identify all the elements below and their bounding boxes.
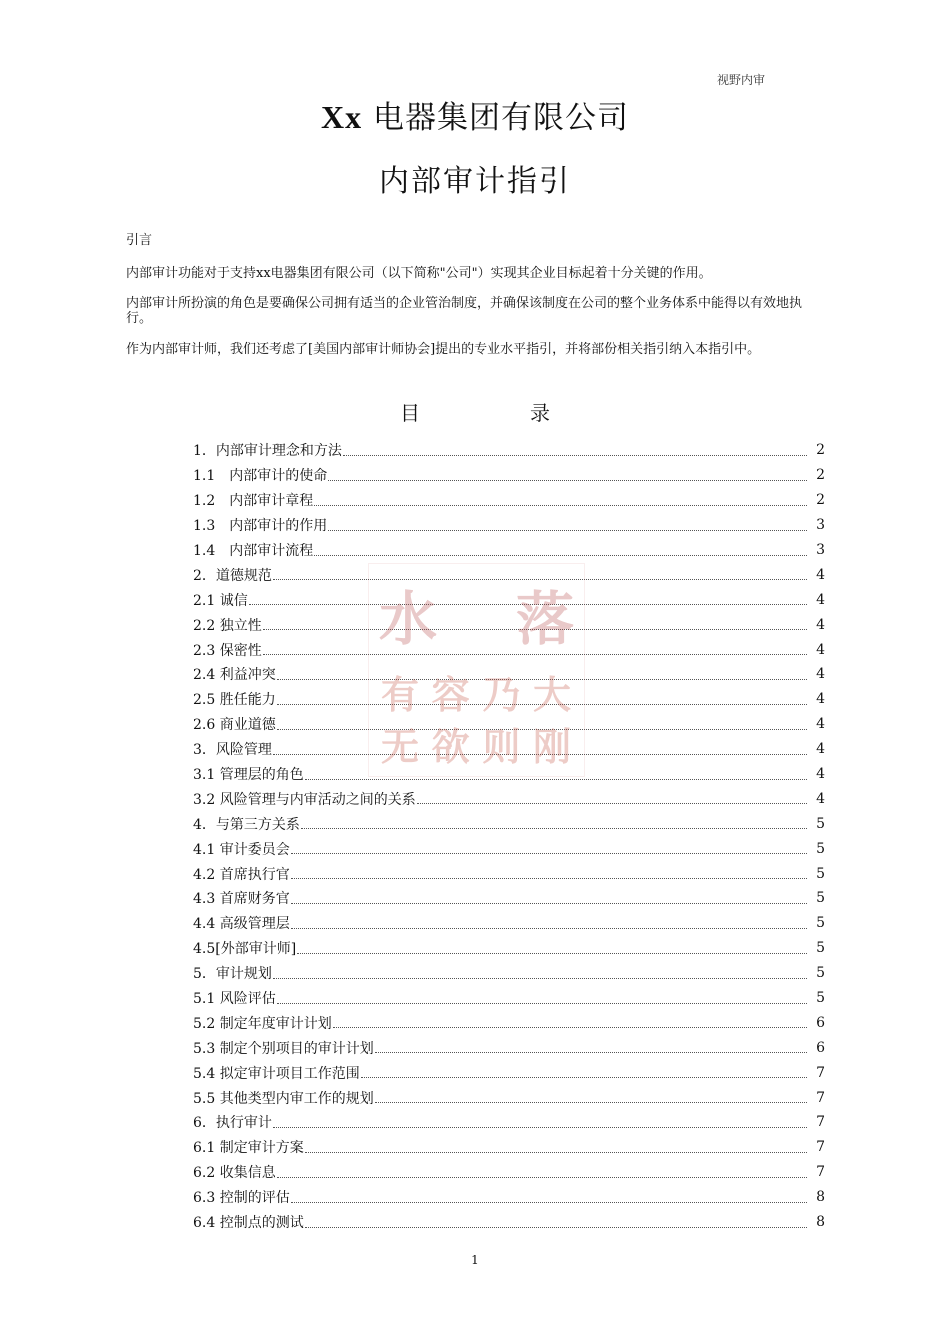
watermark-char: 落 (515, 585, 574, 653)
toc-entry-page: 7 (816, 1139, 825, 1156)
watermark-char: 则 (482, 724, 521, 769)
toc-entry-page: 7 (816, 1064, 825, 1081)
toc-entry[interactable] (193, 587, 825, 612)
toc-entry-label: 6.1 制定审计方案 (193, 1140, 304, 1157)
toc-leader-dots (291, 877, 807, 879)
toc-entry-label: 2.3 保密性 (193, 642, 262, 659)
toc-entry-page: 7 (816, 1089, 825, 1106)
toc-entry-page: 2 (816, 467, 825, 484)
toc-entry-label: 6.3 控制的评估 (193, 1190, 290, 1207)
toc-entry[interactable] (193, 886, 825, 911)
toc-leader-dots (263, 628, 807, 630)
toc-leader-dots (375, 1051, 807, 1053)
toc-leader-dots (333, 1026, 807, 1028)
toc-entry[interactable] (193, 1185, 825, 1210)
intro-paragraph: 内部审计所扮演的角色是要确保公司拥有适当的企业管治制度，并确保该制度在公司的整个业务体系中能得以有效地执行。 (126, 296, 803, 326)
toc-entry-page: 6 (816, 1039, 825, 1056)
toc-entry-page: 8 (816, 1214, 825, 1231)
toc-leader-dots (291, 902, 807, 904)
toc-entry-page: 5 (816, 840, 825, 857)
toc-entry-page: 2 (816, 492, 825, 509)
toc-entry-page: 4 (816, 766, 825, 783)
toc-entry[interactable] (193, 488, 825, 513)
watermark-char: 刚 (532, 724, 571, 769)
toc-leader-dots (328, 529, 807, 531)
toc-entry[interactable] (193, 911, 825, 936)
toc-entry-page: 7 (816, 1164, 825, 1181)
toc-entry-label: 5.4 拟定审计项目工作范围 (193, 1065, 360, 1082)
toc-entry-page: 5 (816, 915, 825, 932)
toc-entry-label: 4．与第三方关系 (193, 816, 300, 833)
toc-leader-dots (328, 479, 807, 481)
toc-entry[interactable] (193, 1085, 825, 1110)
toc-leader-dots (249, 603, 807, 605)
toc-entry[interactable] (193, 1135, 825, 1160)
toc-entry[interactable] (193, 1035, 825, 1060)
toc-entry-page: 5 (816, 965, 825, 982)
toc-entry-label: 2．道德规范 (193, 567, 272, 584)
toc-entry-page: 4 (816, 666, 825, 683)
watermark-char: 水 (379, 585, 438, 653)
toc-leader-dots (277, 1002, 807, 1004)
toc-entry-label: 1．内部审计理念和方法 (193, 443, 342, 460)
toc-entry[interactable] (193, 637, 825, 662)
toc-entry-label: 1.1 内部审计的使命 (193, 468, 328, 485)
toc-leader-dots (273, 1126, 807, 1128)
toc-entry-page: 4 (816, 641, 825, 658)
toc-leader-dots (297, 952, 807, 954)
toc-entry[interactable] (193, 1110, 825, 1135)
toc-entry[interactable] (193, 986, 825, 1011)
toc-entry-page: 4 (816, 616, 825, 633)
document-subtitle: 内部审计指引 (379, 164, 571, 199)
toc-entry[interactable] (193, 811, 825, 836)
toc-entry[interactable] (193, 861, 825, 886)
toc-entry-page: 6 (816, 1014, 825, 1031)
toc-entry-label: 3．风险管理 (193, 742, 272, 759)
document-title-latin: Xx (321, 99, 363, 135)
watermark-char: 大 (532, 672, 571, 717)
toc-entry[interactable] (193, 961, 825, 986)
watermark-char: 无 (381, 724, 420, 769)
toc-entry[interactable] (193, 513, 825, 538)
toc-heading: 目录 (400, 401, 660, 425)
toc-entry-page: 5 (816, 990, 825, 1007)
toc-entry-label: 1.3 内部审计的作用 (193, 518, 328, 535)
page-number: 1 (471, 1253, 479, 1267)
toc-entry[interactable] (193, 836, 825, 861)
toc-leader-dots (273, 578, 807, 580)
toc-entry[interactable] (193, 1010, 825, 1035)
toc-entry[interactable] (193, 687, 825, 712)
toc-entry-page: 5 (816, 940, 825, 957)
toc-entry[interactable] (193, 786, 825, 811)
toc-leader-dots (277, 678, 807, 680)
toc-leader-dots (273, 977, 807, 979)
toc-leader-dots (277, 703, 807, 705)
toc-leader-dots (314, 554, 807, 556)
toc-leader-dots (273, 753, 807, 755)
toc-entry-label: 3.2 风险管理与内审活动之间的关系 (193, 791, 416, 808)
toc-entry-page: 5 (816, 865, 825, 882)
toc-entry-page: 5 (816, 815, 825, 832)
toc-leader-dots (305, 1226, 807, 1228)
toc-entry-label: 2.5 胜任能力 (193, 692, 276, 709)
toc-entry-page: 2 (816, 442, 825, 459)
watermark-char: 欲 (431, 724, 470, 769)
toc-leader-dots (305, 778, 807, 780)
toc-leader-dots (375, 1101, 807, 1103)
toc-entry-label: 4.4 高级管理层 (193, 916, 290, 933)
watermark-char: 容 (431, 672, 470, 717)
toc-entry-label: 2.4 利益冲突 (193, 667, 276, 684)
toc-entry[interactable] (193, 762, 825, 787)
toc-leader-dots (277, 728, 807, 730)
toc-entry[interactable] (193, 737, 825, 762)
header-note: 视野内审 (717, 73, 766, 87)
watermark-char: 有 (381, 672, 420, 717)
document-title (0, 92, 950, 137)
toc-entry-label: 6.2 收集信息 (193, 1165, 276, 1182)
toc-entry-page: 3 (816, 542, 825, 558)
toc-leader-dots (291, 927, 807, 929)
toc-entry[interactable] (193, 562, 825, 587)
toc-entry-label: 1.2 内部审计章程 (193, 493, 314, 510)
toc-entry-label: 6.4 控制点的测试 (193, 1215, 304, 1232)
table-of-contents (193, 438, 825, 1235)
intro-paragraph: 作为内部审计师，我们还考虑了[美国内部审计师协会]提出的专业水平指引，并将部份相关指引纳入本指引中。 (126, 342, 761, 357)
toc-leader-dots (277, 1176, 807, 1178)
toc-entry[interactable] (193, 612, 825, 637)
toc-entry[interactable] (193, 1160, 825, 1185)
toc-leader-dots (263, 653, 807, 655)
toc-entry-label: 3.1 管理层的角色 (193, 767, 304, 784)
toc-entry[interactable] (193, 662, 825, 687)
toc-entry-page: 8 (816, 1189, 825, 1206)
toc-entry-label: 4.1 审计委员会 (193, 841, 290, 858)
toc-entry[interactable] (193, 438, 825, 463)
toc-entry[interactable] (193, 463, 825, 488)
toc-entry-label: 4.5[外部审计师] (193, 941, 297, 958)
toc-entry-label: 2.6 商业道德 (193, 717, 276, 734)
toc-entry-label: 5．审计规划 (193, 966, 272, 983)
toc-entry-page: 4 (816, 741, 825, 758)
toc-leader-dots (417, 802, 807, 804)
toc-entry-label: 2.2 独立性 (193, 617, 262, 634)
toc-entry-label: 5.3 制定个别项目的审计计划 (193, 1040, 374, 1057)
intro-heading: 引言 (126, 233, 153, 248)
toc-entry-label: 4.2 首席执行官 (193, 866, 290, 883)
toc-leader-dots (291, 1201, 807, 1203)
toc-entry-label: 5.5 其他类型内审工作的规划 (193, 1090, 374, 1107)
toc-entry-page: 4 (816, 591, 825, 608)
watermark-char: 乃 (482, 672, 521, 717)
toc-entry-page: 5 (816, 890, 825, 907)
toc-entry[interactable] (193, 712, 825, 737)
toc-entry-page: 4 (816, 691, 825, 708)
toc-entry[interactable] (193, 936, 825, 961)
toc-entry-label: 5.2 制定年度审计计划 (193, 1015, 332, 1032)
toc-entry-label: 2.1 诚信 (193, 592, 248, 609)
document-title-rest: 电器集团有限公司 (362, 100, 629, 136)
toc-entry-page: 3 (816, 517, 825, 534)
toc-entry[interactable] (193, 538, 825, 563)
toc-entry-label: 5.1 风险评估 (193, 991, 276, 1008)
toc-entry-page: 4 (816, 716, 825, 733)
toc-entry-page: 4 (816, 790, 825, 807)
toc-entry-label: 4.3 首席财务官 (193, 891, 290, 908)
toc-leader-dots (305, 1151, 807, 1153)
toc-entry[interactable] (193, 1210, 825, 1235)
toc-entry-label: 1.4 内部审计流程 (193, 543, 314, 559)
toc-entry-page: 7 (816, 1114, 825, 1131)
toc-leader-dots (343, 454, 807, 456)
toc-leader-dots (361, 1076, 807, 1078)
toc-entry-label: 6．执行审计 (193, 1115, 272, 1132)
toc-entry-page: 4 (816, 566, 825, 583)
toc-leader-dots (291, 852, 807, 854)
intro-paragraph: 内部审计功能对于支持xx电器集团有限公司（以下简称"公司"）实现其企业目标起着十分关键的作用。 (126, 266, 712, 281)
toc-leader-dots (314, 504, 807, 506)
toc-leader-dots (301, 827, 807, 829)
toc-entry[interactable] (193, 1060, 825, 1085)
